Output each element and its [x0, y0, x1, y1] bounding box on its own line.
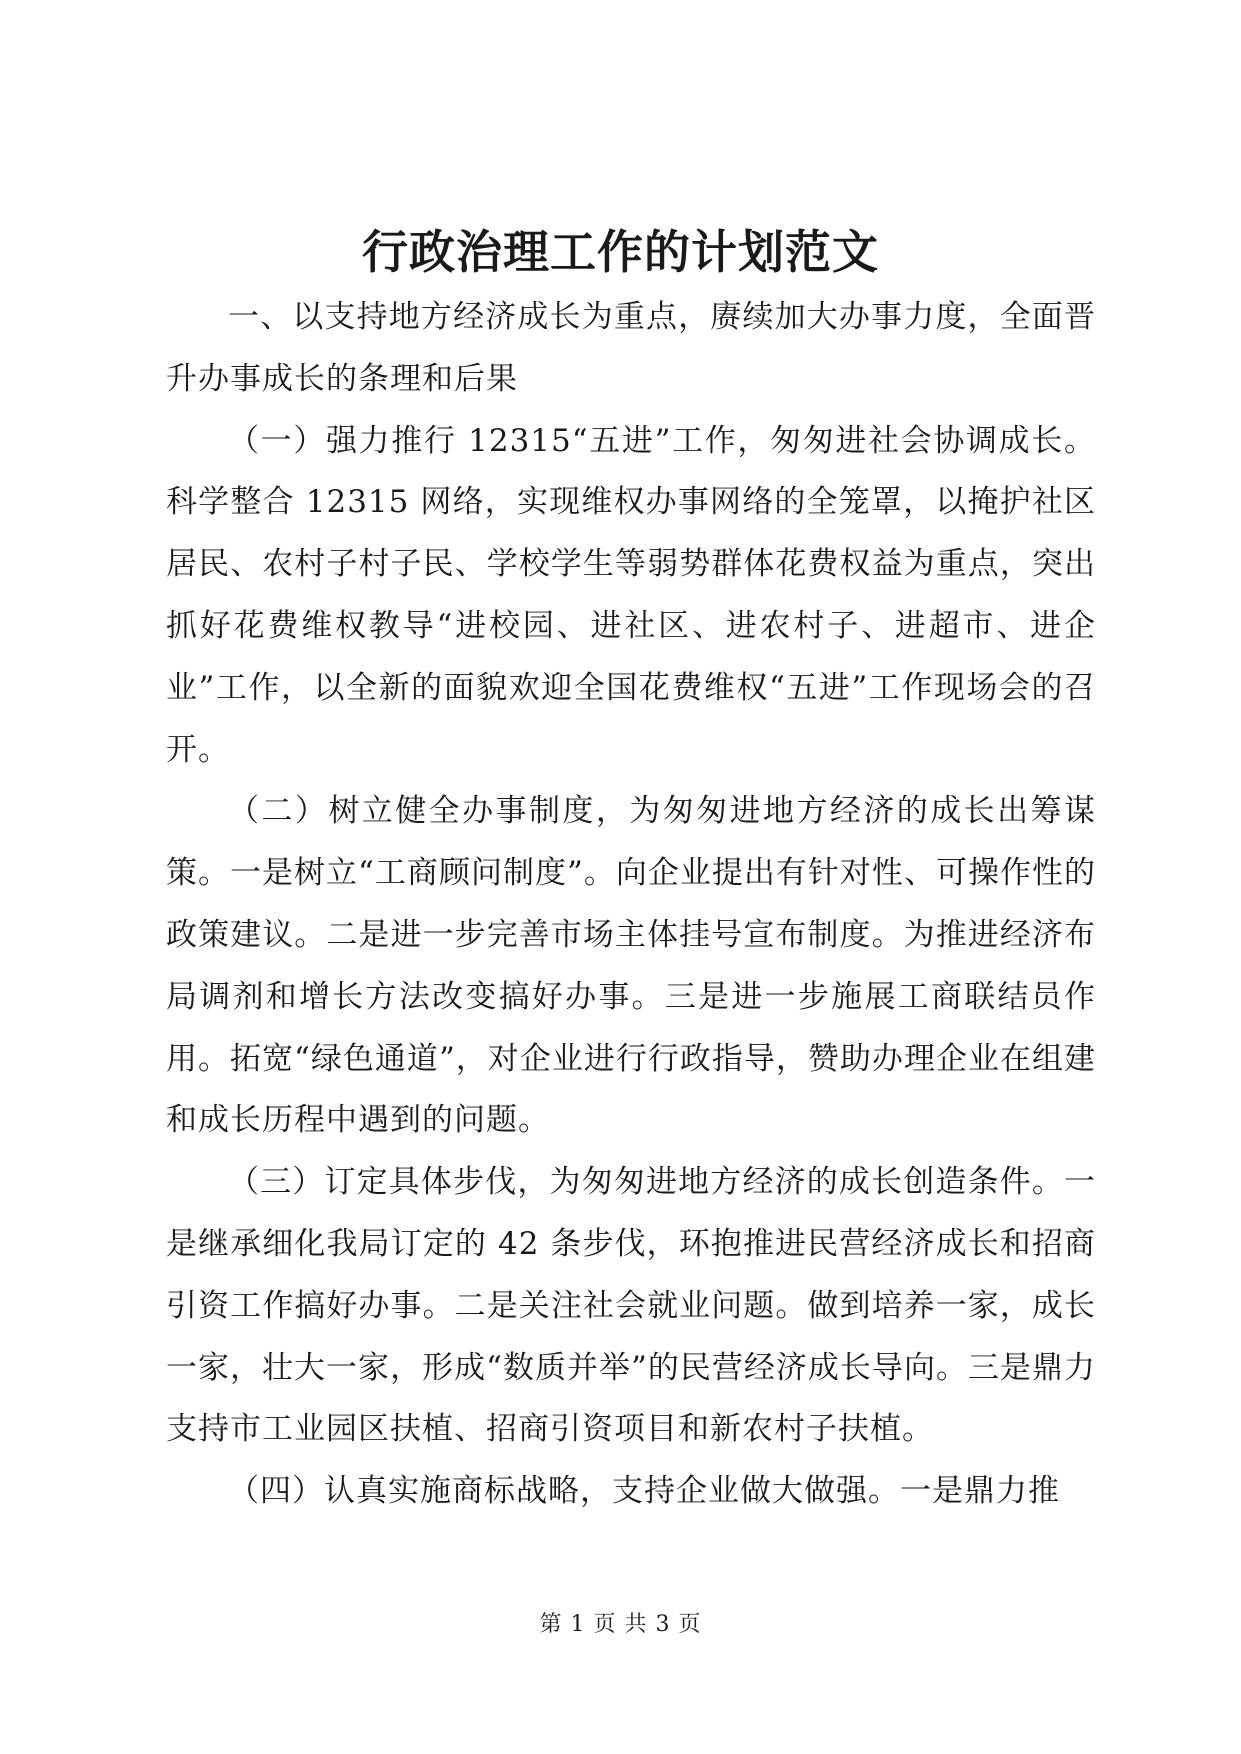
paragraph-2: （一）强力推行 12315“五进”工作，匆匆进社会协调成长。科学整合 12315 网络，实现维权办事网络的全笼罩，以掩护社区居民、农村子村子民、学校学生等弱势群体花费权益为重点，突出抓好花费维权教导“进校园、进社区、进农村子、进超市、进企业”工作，以全新的面貌欢迎全国花费维权“五进”工作现场会的召开。 — [166, 422, 1096, 768]
paragraph-5: （四）认真实施商标战略，支持企业做大做强。一是鼎力推 — [228, 1473, 1060, 1510]
document-body — [166, 287, 1096, 1523]
document-title: 行政治理工作的计划范文 — [362, 225, 879, 279]
page-number-footer: 第 1 页 共 3 页 — [539, 1612, 702, 1637]
paragraph-3: （二）树立健全办事制度，为匆匆进地方经济的成长出筹谋策。一是树立“工商顾问制度”。向企业提出有针对性、可操作性的政策建议。二是进一步完善市场主体挂号宣布制度。为推进经济布局调剂和增长方法改变搞好办事。三是进一步施展工商联结员作用。拓宽“绿色通道”，对企业进行行政指导，赞助办理企业在组建和成长历程中遇到的问题。 — [166, 793, 1096, 1139]
paragraph-1: 一、以支持地方经济成长为重点，赓续加大办事力度，全面晋升办事成长的条理和后果 — [166, 299, 1096, 397]
paragraph-4: （三）订定具体步伐，为匆匆进地方经济的成长创造条件。一是继承细化我局订定的 42 条步伐，环抱推进民营经济成长和招商引资工作搞好办事。二是关注社会就业问题。做到培养一家，成长一家，壮大一家，形成“数质并举”的民营经济成长导向。三是鼎力支持市工业园区扶植、招商引资项目和新农村子扶植。 — [166, 1164, 1096, 1448]
